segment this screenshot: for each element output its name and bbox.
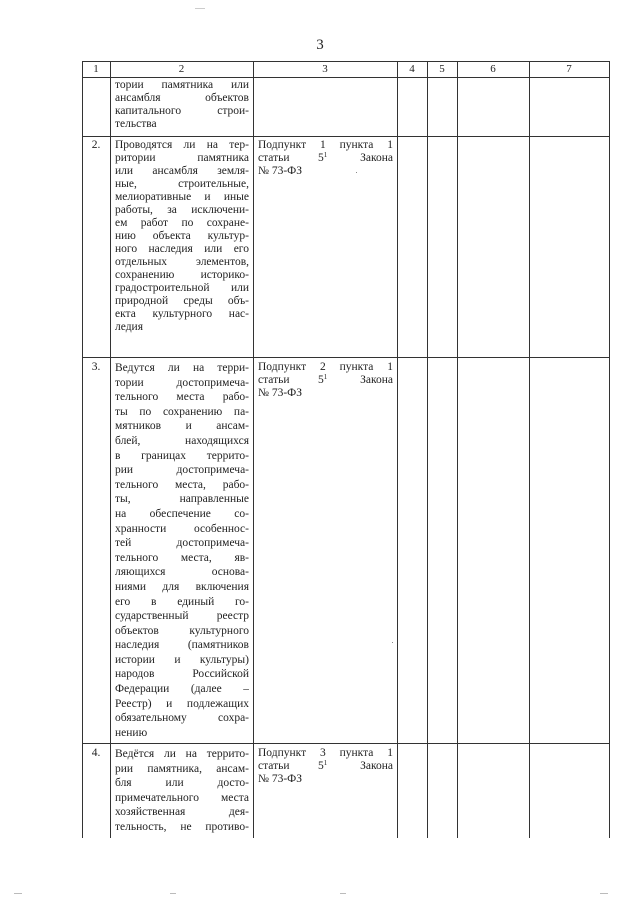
text-line: ты по сохранению па- — [115, 405, 249, 418]
text-line: рии достопримеча- — [115, 464, 249, 477]
text-line: ем работ по сохране- — [115, 217, 249, 229]
legal-reference-cell — [258, 361, 393, 400]
text-line: екта культурного нас- — [115, 308, 249, 320]
text-line: № 73-ФЗ — [258, 387, 303, 399]
table-border-right — [609, 61, 610, 838]
question-cell — [115, 747, 249, 834]
text-line: истории и культуры) — [115, 653, 249, 666]
reference-word: статьи — [258, 152, 290, 164]
text-line: ниями для включения — [115, 580, 249, 593]
text-line: рии памятника, ансам- — [115, 762, 249, 775]
column-header: 3 — [322, 63, 328, 75]
text-line: сударственный реестр — [115, 610, 249, 623]
question-cell — [115, 361, 249, 740]
text-line: № 73-ФЗ — [258, 773, 303, 785]
reference-word: статьи — [258, 760, 290, 772]
scan-speck — [600, 893, 608, 894]
scan-speck — [340, 893, 346, 894]
text-line: обязательному сохра- — [115, 712, 249, 725]
text-line: тории достопримеча- — [115, 376, 249, 389]
text-line: № 73-ФЗ — [258, 165, 303, 177]
text-line: тории памятника или — [115, 79, 249, 91]
text-line: сохранению историко- — [115, 269, 249, 281]
text-line: объектов культурного — [115, 624, 249, 637]
scan-speck — [356, 172, 357, 173]
text-line: мятников и ансам- — [115, 420, 249, 433]
article-number: $5^1$ — [318, 151, 328, 164]
column-header: 6 — [490, 63, 496, 75]
article-number: $5^1$ — [318, 373, 328, 386]
reference-word: статьи — [258, 374, 290, 386]
row-divider — [82, 136, 610, 137]
text-line: тельность, не противо- — [115, 820, 249, 833]
question-cell — [115, 79, 249, 131]
article-number: $5^1$ — [318, 759, 328, 772]
text-line: природной среды объ- — [115, 295, 249, 307]
table-border-left — [82, 61, 83, 838]
row-number: 2. — [91, 139, 101, 151]
text-line: Подпункт 1 пункта 1 — [258, 139, 393, 151]
text-line: бля или досто- — [115, 777, 249, 789]
row-divider — [82, 743, 610, 744]
text-line: работы, за исключени- — [115, 204, 249, 216]
text-line — [258, 374, 393, 387]
row-number: 3. — [91, 361, 101, 373]
legal-reference-cell — [258, 139, 393, 178]
column-divider — [253, 61, 254, 838]
text-line — [258, 760, 393, 773]
text-line: ритории памятника — [115, 152, 249, 164]
text-line: нению — [115, 726, 148, 739]
text-line: хранности особеннос- — [115, 522, 249, 535]
text-line: Подпункт 2 пункта 1 — [258, 361, 393, 373]
scan-speck — [14, 893, 22, 894]
text-line: градостроительной или — [115, 282, 249, 294]
text-line: хозяйственная дея- — [115, 806, 249, 818]
text-line — [258, 152, 393, 165]
column-header: 2 — [178, 63, 185, 75]
column-header: 7 — [566, 63, 572, 75]
reference-word: Закона — [360, 152, 393, 164]
reference-word: Закона — [360, 760, 393, 772]
text-line: Ведётся ли на террито- — [115, 748, 249, 760]
text-line: Подпункт 3 пункта 1 — [258, 747, 393, 759]
text-line: ледия — [115, 321, 143, 333]
text-line: ансамбля объектов — [115, 92, 249, 104]
text-line: ляющихся основа- — [115, 566, 249, 579]
scan-speck — [170, 893, 176, 894]
column-divider — [397, 61, 398, 838]
text-line: Проводятся ли на тер- — [115, 139, 249, 151]
text-line: тельного места, яв- — [115, 551, 249, 564]
row-number: 4. — [91, 747, 101, 759]
reference-word: Закона — [360, 374, 393, 386]
text-line: Федерации (далее – — [115, 683, 249, 696]
column-header: 5 — [439, 63, 445, 75]
page-number: 3 — [316, 37, 324, 53]
text-line: тельного места, рабо- — [115, 478, 249, 491]
text-line: капитального строи- — [115, 105, 249, 117]
text-line: его в единый го- — [115, 595, 249, 608]
text-line: примечательного места — [115, 791, 249, 804]
column-divider — [427, 61, 428, 838]
text-line: тей достопримеча- — [115, 537, 249, 550]
column-header: 4 — [409, 63, 415, 75]
column-header: 1 — [93, 63, 99, 75]
text-line: отдельных элементов, — [115, 256, 249, 268]
text-line: Ведутся ли на терри- — [115, 362, 249, 374]
text-line: мелиоративные и иные — [115, 191, 249, 203]
text-line: или ансамбля земля- — [115, 165, 249, 177]
text-line: нию объекта культур- — [115, 230, 249, 242]
text-line: Реестр) и подлежащих — [115, 697, 249, 710]
text-line: на обеспечение со- — [115, 507, 249, 520]
column-divider — [110, 61, 111, 838]
column-divider — [529, 61, 530, 838]
text-line: тельного места рабо- — [115, 391, 249, 404]
text-line: ные, строительные, — [115, 178, 249, 190]
scan-speck — [195, 8, 205, 9]
text-line: блей, находящихся — [115, 434, 249, 447]
text-line: ного наследия или его — [115, 243, 249, 255]
text-line: в границах террито- — [115, 449, 249, 462]
legal-reference-cell — [258, 747, 393, 786]
question-cell — [115, 139, 249, 334]
text-line: народов Российской — [115, 668, 249, 681]
text-line: ты, направленные — [115, 493, 249, 506]
header-divider — [82, 77, 610, 78]
row-divider — [82, 357, 610, 358]
text-line: тельства — [115, 118, 157, 130]
column-divider — [457, 61, 458, 838]
scan-speck — [392, 642, 393, 643]
text-line: наследия (памятников — [115, 639, 249, 652]
